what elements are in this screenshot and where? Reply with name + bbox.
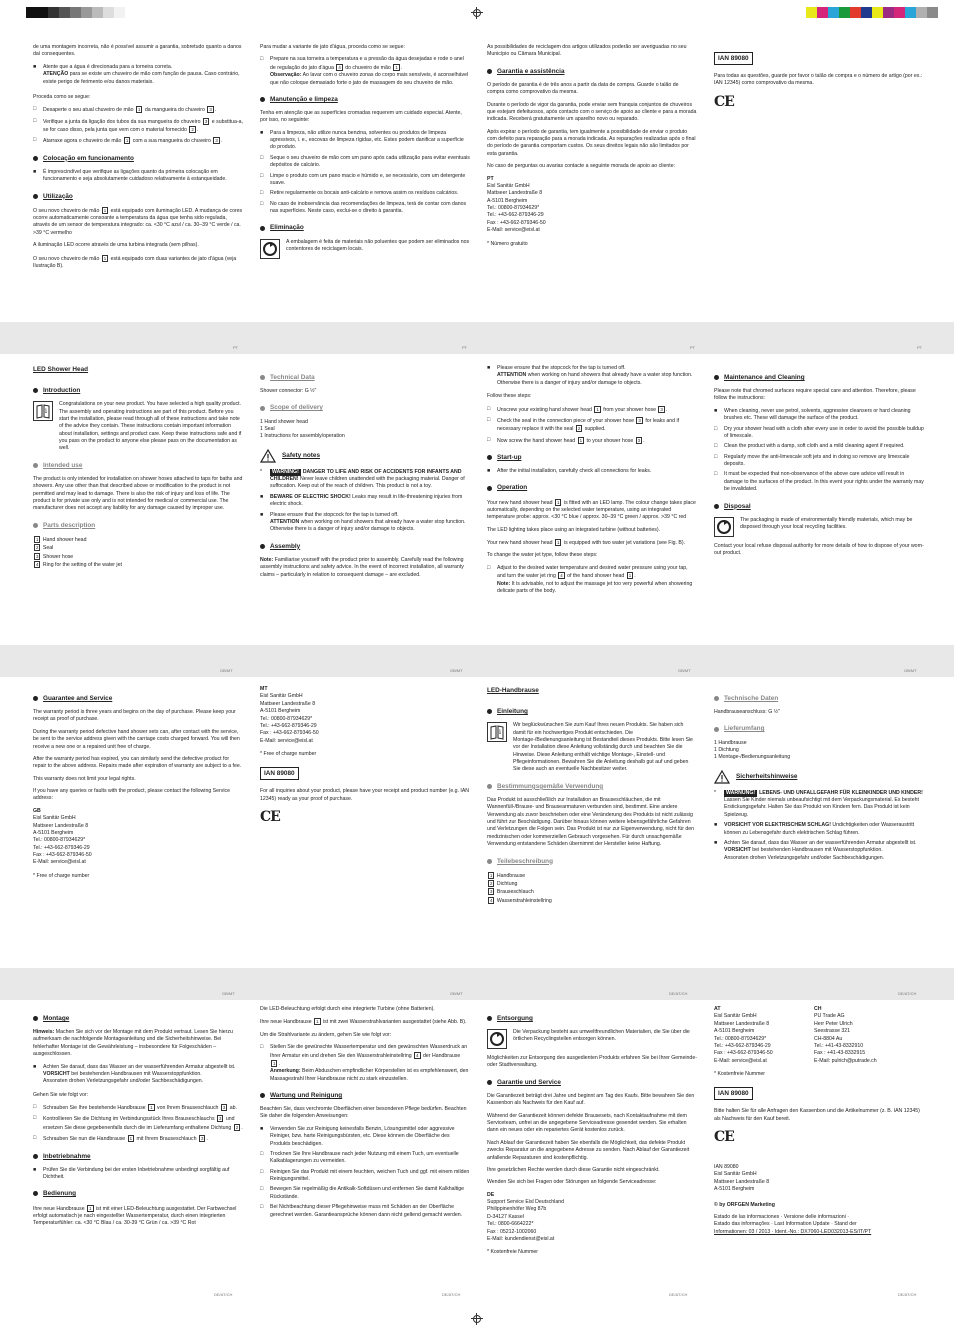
section-heading: Manutenção e limpeza bbox=[260, 95, 470, 104]
step-item: □ Check the seal in the connection piece of your shower hose 3 for leaks and if necessary replace it with the seal 2 supplied. bbox=[487, 416, 680, 433]
part-number-box: 3 bbox=[219, 1116, 222, 1122]
page-footer-code: DE/AT/CH bbox=[898, 991, 917, 997]
paragraph: Nach Ablauf der Garantiezeit haben Sie ebenfalls die Möglichkeit, das defekte Produkt zwecks Reparatur an die angegebene Adresse zu senden. Nach Ablauf der Garantiezeit anfallende Reparaturen sind kostenpflichtig. bbox=[487, 1139, 690, 1161]
registration-color-block bbox=[806, 7, 817, 18]
pt-panel-2 bbox=[260, 44, 470, 265]
step-item: □ Schrauben Sie nun die Handbrause 1 mit Ihrem Brauseschlauch 3 . bbox=[33, 1135, 208, 1143]
paragraph: During the warranty period defective hand shower sets can, after contact with the service, be sent to the service address given with the carriage costs charged forward. You will then receive a new one or a repaired unit free of charge. bbox=[33, 728, 240, 750]
warning-item: ■ VORSICHT VOR ELEKTRISCHEM SCHLAG! Undichtigkeiten oder Wasseraustritt können zu Lebensgefahr durch elektrischen Schlag führen. bbox=[714, 822, 915, 836]
section-heading: Operation bbox=[487, 483, 697, 492]
part-number-box: 1 bbox=[557, 499, 560, 505]
part-number-box: 1 bbox=[125, 138, 129, 144]
parts-list bbox=[487, 872, 697, 906]
recycling-note bbox=[487, 1029, 697, 1049]
step-item: □ Prepare na sua torneira a temperatura e a pressão da água desejadas e rode o anel de regulação do jato d'água 4 do chuveiro de mão 1 . Observação: Ao lavar com o chuveiro zonas do corpo mais sensíveis, é aconselhável que não coloque demasiado forte o jato de massagem do seu chuveiro de mão. bbox=[260, 56, 469, 86]
paragraph: Durante o período de vigor da garantia, pode enviar sem franquia conjuntos de chuveiros que estejam defeituosos, após contacto com o serviço de apoio ao cliente e para a morada indicada. Receberá gratuitamente um aparelho novo ou reparado. bbox=[487, 101, 697, 123]
paragraph: O seu novo chuveiro de mão 1 está equipado com duas variantes de jato d'água (veja Ilustração B). bbox=[33, 255, 237, 269]
page-footer-code: GB/MT bbox=[450, 991, 463, 997]
list-item: 1 Instructions for assembly/operation bbox=[260, 433, 345, 440]
list-item: 1 Hand shower head bbox=[36, 536, 87, 543]
fold-band bbox=[0, 645, 954, 677]
scope-list bbox=[260, 419, 470, 441]
footnote: * Free of charge number bbox=[33, 872, 90, 879]
paragraph: A embalagem é feita de materiais não poluentes que podem ser eliminados nos contentores de reciclagem locais. bbox=[286, 238, 470, 252]
step-item: □ Stellen Sie die gewünschte Wassertemperatur und den gewünschten Wasserdruck an Ihrer Armatur ein und drehen Sie den Wasserstrahleinstellring 4 der Handbrause 1 . Anmerkung: Beim Abduschen empfindlicher Körperstellen ist es empfehlenswert, den Massagestrahl Ihrer Handbrause nicht zu stark einzustellen. bbox=[260, 1044, 469, 1082]
part-number-box: 3 bbox=[215, 138, 218, 144]
paragraph: Please note that chromed surfaces require special care and attention. Therefore, please follow the instructions: bbox=[714, 388, 916, 402]
bullet-item: ■ Atente que a água é direcionada para a torneira correta. ATENÇÃO para se existe um chuveiro de mão com função de pausa. Caso contrário, existe perigo de ferimento e/ou danos materiais. bbox=[33, 63, 240, 85]
paragraph: Congratulations on your new product. You have selected a high quality product. The assembly and operating instructions are part of this product. Before you start the installation, please read through all of these instructions and take note of the advice they contain. These instructions contain important information about installation, settings and product care. Keep these instructions safe and if you pass on the product to anyone else please pass on the documentation as well. bbox=[59, 401, 242, 452]
recycling-icon bbox=[260, 239, 280, 259]
recycling-icon bbox=[487, 1029, 507, 1049]
list-item: 1 Montage-/Bedienungsanleitung bbox=[714, 754, 791, 761]
part-number-box: 2 bbox=[235, 1124, 239, 1130]
step-text: Atarraxe agora o chuveiro de mão 1 com a sua mangueira do chuveiro 3 . bbox=[43, 138, 223, 145]
paragraph: Bitte halten Sie für alle Anfragen den Kassenbon und die Artikelnummer (z. B. IAN 12345) als Nachweis für den Kauf bereit. bbox=[714, 1108, 920, 1122]
page-footer-code: DE/AT/CH bbox=[442, 1292, 461, 1297]
part-number-box: 3 bbox=[209, 107, 212, 113]
gb-panel-4 bbox=[714, 365, 924, 562]
paragraph: Gehen Sie wie folgt vor: bbox=[33, 1091, 89, 1098]
registration-color-blocks bbox=[806, 7, 938, 18]
step-text: Desaperte o seu atual chuveiro de mão 1 da mangueira do chuveiro 3 . bbox=[43, 107, 217, 114]
bullet-text: Retire regularmente os bocais anti-calcário e remova assim os resíduos calcários. bbox=[270, 190, 459, 197]
part-number-box: 1 bbox=[150, 1105, 153, 1111]
step-text: Ao lavar com o chuveiro zonas do corpo mais sensíveis, é aconselhável que não coloque demasiado forte o jato de massagem do seu chuveiro de mão. bbox=[270, 72, 469, 86]
crosshair-icon bbox=[471, 7, 483, 19]
step-item: □ Desaperte o seu atual chuveiro de mão 1 da mangueira do chuveiro 3 . bbox=[33, 106, 217, 114]
list-item: 4 Ring for the setting of the water jet bbox=[36, 562, 122, 568]
bullet-item: □ Limpe o produto com um pano macio e húmido e, se necessário, com um detergente suave. bbox=[260, 173, 470, 188]
section-heading: Entsorgung bbox=[487, 1014, 697, 1023]
bullet-item: ■ After the initial installation, carefully check all connections for leaks. bbox=[487, 468, 652, 475]
part-number-box: 1 bbox=[316, 1019, 319, 1025]
introduction-block bbox=[33, 401, 243, 453]
footnote: * Free of charge number bbox=[260, 751, 317, 757]
recycling-icon bbox=[714, 517, 734, 537]
section-heading: Start-up bbox=[487, 453, 697, 462]
bullet-item: ■ Please ensure that the stopcock for the tap is turned off. ATTENTION when working on hand showers that already have a water stop function. Otherwise there is a danger of injury and/or damage to objects. bbox=[260, 511, 466, 533]
section-heading: Bedienung bbox=[33, 1189, 243, 1198]
de-panel-1 bbox=[487, 686, 697, 905]
pt-panel-4 bbox=[714, 48, 924, 119]
part-number-box: 1 bbox=[557, 540, 560, 546]
svg-text:i: i bbox=[499, 729, 501, 737]
step-item: □ Adjust to the desired water temperature and desired water pressure using your tap, and turn the water jet ring 4 of the hand shower head 1 . Note: It is advisable, not to adjust the massage jet too very powerful when showering delicate parts of the body. bbox=[487, 564, 693, 594]
paragraph: Tenha em atenção que as superfícies cromadas requerem um cuidado especial. Atente, por isso, no seguinte: bbox=[260, 109, 462, 124]
step-text: Verifique a junta da ligação dos tubos da sua mangueira do chuveiro 3 e substitua-a, se for caso disso, pela junta que vem com o material fornecido 2 . bbox=[43, 118, 243, 133]
paragraph: Beachten Sie, dass verchromte Oberflächen einer besonderen Pflege bedürfen. Beachten Sie daher die folgenden Anweisungen: bbox=[260, 1106, 467, 1120]
list-item: 1 Handbrause bbox=[714, 739, 747, 746]
bullet-text: Atente que a água é direcionada para a torneira correta. bbox=[43, 63, 173, 70]
bullet-item: □ Reinigen Sie das Produkt mit einem feuchten, weichen Tuch und ggf. mit einem milden Reinigungsmittel. bbox=[260, 1168, 470, 1183]
step-item: □ Unscrew your existing hand shower head 1 from your shower hose 3 . bbox=[487, 405, 668, 413]
service-address-ch: CH PU Trade AG Herr Peter Ulrich Seestrasse 321 CH-8804 Au Tel.: +41-43-8332910 Fax : +41-43-8332915 E-Mail: pulrich@putrade.ch bbox=[814, 1006, 877, 1064]
de-panel-3 bbox=[33, 1006, 243, 1233]
warning-item: ■ BEWARE OF ELECTRIC SHOCK! Leaks may result in life-threatening injuries from electric shock. bbox=[260, 493, 463, 508]
paragraph: Das Produkt ist ausschließlich zur Installation an Brauseschläuchen, die mit Wannenfüll-/Brause- und Brausearmaturen verbunden sind, bestimmt. Eine andere Verwendung als zuvor beschrieben oder eine Veränderung des Produkts ist nicht zulässig und führt zur Beschädigung. Darüber hinaus können weitere lebensgefährliche Gefahren und Verletzungen die Folgen sein. Das Produkt ist nur zur Eigenverwendung, nicht für den medizinischen oder kommerziellen Gebrauch vorgesehen. Für durch unsachgemäße Verwendung entstandene Schäden übernimmt der Hersteller keine Haftung. bbox=[487, 796, 695, 848]
section-heading: Scope of delivery bbox=[260, 403, 470, 412]
bullet-item: ■ É imprescindível que verifique as ligações quanto da primeira colocação em funcionamento e seja absolutamente cuidadoso relativamente à estanqueidade. bbox=[33, 169, 243, 184]
part-number-box: 1 bbox=[138, 107, 141, 113]
bullet-item: □ Bei Nichtbeachtung dieser Pflegehinweise muss mit Schäden an der Oberfläche gerechnet werden. Garantieansprüche können dann nicht geltend gemacht werden. bbox=[260, 1204, 463, 1218]
paragraph: Hinweis: Machen Sie sich vor der Montage mit dem Produkt vertraut. Lesen Sie hierzu aufmerksam die nachfolgende Montageanleitung und die Sicherheitshinweise. Bei fehlerhafter Montage ist die Gewährleistung – insbesondere für Folgeschäden – ausgeschlossen. bbox=[33, 1029, 233, 1058]
section-heading: Wartung und Reinigung bbox=[260, 1091, 470, 1100]
paragraph: After the warranty period has expired, you can similarly send the defective product for repair to the above address. Repairs made after expiration of warranty are subject to a fee. bbox=[33, 755, 242, 770]
bullet-text: No caso de inobservância das recomendações de limpeza, terá de contar com danos nas superfícies. Neste caso, exclui-se o direito à garantia. bbox=[270, 200, 467, 215]
section-heading: Sicherheitshinweise bbox=[714, 770, 924, 784]
document-title: LED Shower Head bbox=[33, 366, 89, 373]
registration-grayscale-blocks bbox=[26, 7, 125, 18]
paragraph: Shower connector: G ½" bbox=[260, 388, 317, 395]
ian-box: IAN 89080 bbox=[260, 767, 299, 780]
paragraph: Após expirar o período de garantia, tem igualmente a possibilidade de enviar o produto com defeito para reparação para a morada indicada. As reparações realizadas após o final do período de garantia comportam custos. Os seus direitos legais não são limitados por esta garantia. bbox=[487, 128, 696, 157]
svg-text:i: i bbox=[45, 408, 47, 416]
section-heading: Guarantee and Service bbox=[33, 694, 243, 703]
de-panel-5 bbox=[487, 1006, 697, 1262]
copyright-line: © by ORFGEN Marketing bbox=[714, 1201, 775, 1208]
paragraph: O seu novo chuveiro de mão 1 está equipado com iluminação LED. A mudança de cores ocorre automaticamente consoante a temperatura da água que tenha sido regulada, através de um sensor de temperatura integrado: ca. <30 °C azul / ca. 30–39 °C verde / ca. >39 °C vermelho bbox=[33, 207, 243, 236]
part-number-box: 3 bbox=[200, 1136, 204, 1142]
warning-triangle-icon bbox=[260, 449, 276, 463]
bullet-text: Seque o seu chuveiro de mão com um pano após cada utilização para evitar eventuais depósitos de calcário. bbox=[270, 154, 470, 169]
page-footer-code: GB/MT bbox=[222, 991, 235, 997]
bullet-text: É imprescindível que verifique as ligações quanto da primeira colocação em funcionamento e seja absolutamente cuidadoso relativamente à estanqueidade. bbox=[43, 168, 227, 183]
footnote: * Kostenfreie Nummer bbox=[487, 1249, 539, 1256]
step-text: Prepare na sua torneira a temperatura e a pressão da água desejadas e rode o anel de regulação do jato d'água 4 do chuveiro de mão 1 . bbox=[270, 56, 464, 71]
part-number-box: 3 bbox=[637, 437, 641, 443]
section-heading: Technische Daten bbox=[714, 694, 924, 703]
gb-panel-1 bbox=[33, 365, 243, 569]
page-footer-code: PT bbox=[690, 345, 696, 351]
bullet-item: ■ Achten Sie darauf, dass das Wasser an der wasserführenden Armatur abgestellt ist. VORSICHT bei bestehenden Handbrausen mit Wasserstoppfunktion. Ansonsten drohen Verletzungsgefahr und/oder Sachbeschädigungen. bbox=[714, 839, 917, 861]
service-addresses bbox=[714, 1006, 924, 1065]
registration-color-block bbox=[905, 7, 916, 18]
paragraph: Contact your local refuse disposal authority for more details of how to dispose of your worn-out product. bbox=[714, 542, 924, 557]
emphasis: ATENÇÃO bbox=[43, 71, 69, 78]
ce-mark-icon: CE bbox=[714, 93, 734, 110]
section-heading: Technical Data bbox=[260, 373, 470, 382]
list-item: 1 Dichtung bbox=[714, 746, 739, 753]
page-footer-code: DE/AT/CH bbox=[214, 1292, 233, 1297]
paragraph: O período de garantia é de três anos a partir da data de compra. Guarde o talão de compra como comprovativo da mesma. bbox=[487, 81, 679, 96]
list-item: 3 Shower hose bbox=[36, 553, 74, 560]
part-number-box: 1 bbox=[596, 406, 599, 412]
step-item: □ Atarraxe agora o chuveiro de mão 1 com a sua mangueira do chuveiro 3 . bbox=[33, 137, 223, 145]
page-footer-code: DE/AT/CH bbox=[669, 991, 688, 997]
page-footer-code: DE/AT/CH bbox=[898, 1292, 917, 1297]
de-panel-4 bbox=[260, 1006, 470, 1222]
part-number-box: 1 bbox=[89, 1205, 92, 1211]
pt-panel-1 bbox=[33, 44, 243, 275]
page-footer-code: GB/MT bbox=[450, 668, 463, 674]
service-address: GB Eisl Sanitär GmbH Mattseer Landestraße 8 A-5101 Bergheim Tel.: 00800-87934629* Tel.: +43-662-879346-29 Fax : +43-662-879346-50 E-Mail: service@eisl.at bbox=[33, 807, 92, 866]
bullet-item: □ Seque o seu chuveiro de mão com um pano após cada utilização para evitar eventuais depósitos de calcário. bbox=[260, 154, 470, 169]
information-status: Estado de las informaciones · Versione delle informazioni · Estado das informações · Last Information Update · Stand der Informationen: 03 / 2013 · Ident.-No.: DX7060-LED032013-ES/IT/PT bbox=[714, 1213, 872, 1235]
section-heading: Assembly bbox=[260, 542, 470, 551]
bottom-footer bbox=[0, 1292, 954, 1302]
page-footer-code: GB/MT bbox=[904, 668, 917, 674]
paragraph: Follow these steps: bbox=[487, 393, 532, 400]
part-number-box: 1 bbox=[628, 573, 632, 579]
section-heading: Lieferumfang bbox=[714, 724, 924, 733]
ce-mark-icon: CE bbox=[260, 809, 280, 826]
de-panel-2 bbox=[714, 686, 924, 865]
gb-panel-5 bbox=[33, 686, 243, 885]
bullet-item: □ Trocknen Sie Ihre Handbrause nach jeder Nutzung mit einem Tuch, um eventuelle Kalkablagerungen zu vermeiden. bbox=[260, 1150, 459, 1165]
pt-panel-3 bbox=[487, 44, 697, 253]
ian-box: IAN 89080 bbox=[714, 1087, 753, 1100]
part-number-box: 4 bbox=[338, 64, 341, 70]
list-item: 2 Seal bbox=[36, 545, 54, 552]
section-heading: Teilebeschreibung bbox=[487, 857, 697, 866]
paragraph: Wenden Sie sich bei Fragen oder Störungen an folgende Serviceadresse: bbox=[487, 1179, 657, 1186]
crosshair-icon bbox=[471, 1313, 483, 1325]
document-title: LED-Handbrause bbox=[487, 687, 539, 694]
page-footer-code: PT bbox=[233, 345, 239, 351]
service-address: MT Eisl Sanitär GmbH Mattseer Landestraße 8 A-5101 Bergheim Tel.: 00800-87934629* Tel.: +43-662-879346-29 Fax : +43-662-879346-50 E-Mail: service@eisl.at bbox=[260, 686, 319, 744]
paragraph: Handbrauseanschluss: G ½" bbox=[714, 709, 780, 716]
bullet-item: ■ Para a limpeza, não utilize nunca benzina, solventes ou produtos de limpeza agressivos, i. e., escovas de limpeza rígidas, etc. Estes podem danificar a superfície do produto. bbox=[260, 130, 470, 152]
recycling-note bbox=[260, 239, 470, 259]
list-item: 1 Hand shower head bbox=[260, 418, 308, 425]
bullet-item: □ Dry your shower head with a cloth after every use in order to avoid the possible buildup of limescale. bbox=[714, 425, 924, 439]
footnote: * Kostenfreie Nummer bbox=[714, 1071, 766, 1077]
list-item: 4 Wasserstrahleinstellring bbox=[490, 897, 552, 904]
warning-item: * WARNUNG! LEBENS- UND UNFALLGEFAHR FÜR KLEINKINDER UND KINDER! Lassen Sie Kinder niemals unbeaufsichtigt mit dem Verpackungsmaterial. Es besteht Erstickungsgefahr. Halten Sie das Produkt von Kindern fern. Das Produkt ist kein Spielzeug. bbox=[714, 789, 923, 818]
list-item: 3 Brauseschlauch bbox=[490, 889, 534, 896]
paragraph: Die Garantiezeit beträgt drei Jahre und beginnt am Tag des Kaufs. Bitte bewahren Sie den Kassenbon als Nachweis für den Kauf auf. bbox=[487, 1092, 695, 1107]
introduction-block bbox=[487, 722, 697, 774]
registration-color-block bbox=[817, 7, 828, 18]
bullet-item: ■ Prüfen Sie die Verbindung bei der ersten Inbetriebnahme unbedingt sorgfältig auf Dichtheit. bbox=[33, 1166, 230, 1181]
ian-box: IAN 89080 bbox=[714, 52, 753, 65]
part-number-box: 2 bbox=[191, 127, 194, 132]
section-heading: Colocação em funcionamento bbox=[33, 154, 243, 163]
bullet-item: □ Retire regularmente os bocais anti-calcário e remova assim os resíduos calcários. bbox=[260, 190, 459, 197]
part-number-box: 1 bbox=[579, 437, 583, 443]
paragraph: Um die Strahlvariante zu ändern, gehen Sie wie folgt vor: bbox=[260, 1031, 392, 1038]
part-number-box: 3 bbox=[204, 118, 208, 124]
warning-label: WARNUNG! bbox=[726, 789, 756, 796]
section-heading: Garantia e assistência bbox=[487, 67, 697, 76]
paragraph: This warranty does not limit your legal rights. bbox=[33, 775, 136, 782]
list-item: 2 Dichtung bbox=[490, 881, 518, 887]
paragraph: As possibilidades de reciclagem dos artigos utilizados poderão ser averiguadas no seu Município ou Câmara Municipal. bbox=[487, 44, 687, 58]
list-item: 1 Seal bbox=[260, 425, 275, 432]
service-address-at: AT Eisl Sanitär GmbH Mattseer Landestraße 8 A-5101 Bergheim Tel.: 00800-87934629* Tel.: +43-662-879346-29 Fax : +43-662-879346-50 E-Mail: service@eisl.at bbox=[714, 1006, 773, 1064]
info-book-icon bbox=[487, 722, 507, 742]
paragraph: Die LED-Beleuchtung erfolgt durch eine integrierte Turbine (ohne Batterien). bbox=[260, 1006, 435, 1012]
paragraph: Your new hand shower head 1 is fitted with an LED lamp. The colour change takes place automatically, depending on the selected water temperature, using an integrated temperature probe: approx. <30 °C blue / approx. 30–39 °C green / approx. >39 °C red bbox=[487, 499, 696, 521]
paragraph: de uma montagem incorreta, não é possível assumir a garantia, sobretudo quanto a danos daí consequentes. bbox=[33, 44, 242, 58]
paragraph: Möglichkeiten zur Entsorgung des ausgedienten Produkts erfahren Sie bei Ihrer Gemeinde- oder Stadtverwaltung. bbox=[487, 1055, 697, 1069]
paragraph: No caso de perguntas ou avarias contacte a seguinte morada de apoio ao cliente: bbox=[487, 163, 676, 170]
registration-color-block bbox=[872, 7, 883, 18]
list-item: 1 Handbrause bbox=[490, 872, 526, 879]
imprint: IAN 89080 Eisl Sanitär GmbH Mattseer Landestraße 8 A-5101 Bergheim bbox=[714, 1164, 770, 1193]
registration-color-block bbox=[894, 7, 905, 18]
section-heading: Einleitung bbox=[487, 707, 697, 716]
paragraph: Your new hand shower head 1 is equipped with two water jet variations (see Fig. B). bbox=[487, 540, 686, 547]
paragraph: Ihre neue Handbrause 1 ist mit einer LED-Beleuchtung ausgestattet. Der Farbwechsel erfolgt automatisch je nach eingestellter Wassertemperatur, durch einen integrierten Temperaturfühler: ca. <30 °C Blau / ca. 30-39 °C Grün / ca. >39 °C Rot bbox=[33, 1205, 237, 1227]
paragraph: Para mudar a variante de jato d'água, proceda como se segue: bbox=[260, 44, 405, 50]
recycling-note bbox=[714, 517, 924, 537]
registration-color-block bbox=[927, 7, 938, 18]
bullet-item: □ No caso de inobservância das recomendações de limpeza, terá de contar com danos nas superfícies. Neste caso, exclui-se o direito à garantia. bbox=[260, 201, 470, 216]
part-number-box: 4 bbox=[416, 1052, 419, 1058]
part-number-box: 3 bbox=[638, 417, 641, 423]
step-item: □ Verifique a junta da ligação dos tubos da sua mangueira do chuveiro 3 e substitua-a, se for caso disso, pela junta que vem com o material fornecido 2 . bbox=[33, 117, 243, 133]
service-address: PT Eisl Sanitär GmbH Mattseer Landestraße 8 A-5101 Bergheim Tel.: 00800-87934629* Tel.: +43-662-879346-29 Fax : +43-662-879346-50 E-Mail: service@eisl.at bbox=[487, 175, 546, 234]
part-number-box: 4 bbox=[560, 573, 563, 579]
page-footer-code: DE/AT/CH bbox=[669, 1292, 688, 1297]
section-heading: Safety notes bbox=[260, 449, 470, 463]
paragraph: Para todas as questões, guarde por favor o talão de compra e o número de artigo (por ex.: IAN 12345) como comprovativo da mesma. bbox=[714, 73, 923, 87]
paragraph: The warranty period is three years and begins on the day of purchase. Please keep your receipt as proof of purchase. bbox=[33, 709, 236, 723]
bullet-item: ■ Achten Sie darauf, dass das Wasser an der wasserführenden Armatur abgestellt ist. VORSICHT bei bestehenden Handbrausen mit Wasserstoppfunktion. Ansonsten drohen Verletzungsgefahr und/oder Sachbeschädigungen. bbox=[33, 1063, 236, 1085]
fold-band bbox=[0, 968, 954, 1000]
section-heading: Intended use bbox=[33, 461, 243, 470]
bullet-text: para se existe um chuveiro de mão com função de pausa. Caso contrário, existe perigo de ferimento e/ou danos materiais. bbox=[43, 71, 240, 85]
gb-panel-6 bbox=[260, 686, 470, 834]
part-number-box: 1 bbox=[395, 64, 398, 70]
parts-list bbox=[33, 536, 243, 570]
bullet-item: ■ Verwenden Sie zur Reinigung keinesfalls Benzin, Lösungsmittel oder aggressive Reiniger, bzw. harte Reinigungsbürsten, etc. Diese können die Oberfläche des Produkts beschädigen. bbox=[260, 1125, 455, 1147]
warning-item: * WARNING! DANGER TO LIFE AND RISK OF ACCIDENTS FOR INFANTS AND CHILDREN! Never leave children unattended with the packaging material. Danger of suffocation. Keep out of the reach of children. This product is not a toy. bbox=[260, 468, 465, 490]
paragraph: Während der Garantiezeit können defekte Brausesets, nach Kontaktaufnahme mit dem Serviceteam, unfrei an die angegebene Serviceadresse gesendet werden. Sie erhalten dann ein neues oder ein repariertes Gerät kostenlos zurück. bbox=[487, 1112, 687, 1134]
step-item: □ Schrauben Sie Ihre bestehende Handbrause 1 von Ihrem Brauseschlauch 3 ab. bbox=[33, 1104, 237, 1112]
warning-label: WARNING! bbox=[272, 468, 299, 475]
section-heading: Garantie und Service bbox=[487, 1078, 697, 1087]
de-panel-6 bbox=[714, 1006, 924, 1236]
paragraph: Wir beglückwünschen Sie zum Kauf Ihres neuen Produkts. Sie haben sich damit für ein hochwertiges Produkt entschieden. Die Montage-/Bedienungsanleitung ist Bestandteil dieses Produkts. Bitte lesen Sie vor der Installation diese Anleitung vollständig durch und beachten Sie die Hinweise. Diese Anleitung enthält wichtige Montage-, Einstell- und Pflegeinformationen. Bewahren Sie die Anleitung deshalb gut auf und geben Sie diese auch an eventuelle Nachbesitzer weiter. bbox=[513, 722, 693, 773]
page-footer-code: PT bbox=[462, 345, 468, 351]
section-heading: Utilização bbox=[33, 192, 243, 201]
section-heading: Inbetriebnahme bbox=[33, 1152, 243, 1161]
paragraph: A iluminação LED ocorre através de uma turbina integrada (sem pilhas). bbox=[33, 242, 199, 249]
emphasis: Observação: bbox=[270, 72, 302, 79]
section-heading: Bestimmungsgemäße Verwendung bbox=[487, 782, 697, 791]
gb-panel-3 bbox=[487, 365, 697, 598]
bullet-item: □ Clean the product with a damp, soft cloth and a mild cleaning agent if required. bbox=[714, 443, 905, 450]
section-heading: Maintenance and Cleaning bbox=[714, 373, 924, 382]
section-heading: Montage bbox=[33, 1014, 243, 1023]
paragraph: Ihre neue Handbrause 1 ist mit zwei Wasserstrahlvarianten ausgestattet (siehe Abb. B). bbox=[260, 1019, 467, 1026]
page-footer-code: PT bbox=[917, 345, 923, 351]
bullet-item: ■ When cleaning, never use petrol, solvents, aggressive cleansers or hard cleaning brushes etc. These will damage the surface of the product. bbox=[714, 407, 911, 422]
section-heading: Parts description bbox=[33, 521, 243, 530]
part-number-box: 1 bbox=[273, 1060, 276, 1066]
paragraph: To change the water jet type, follow these steps: bbox=[487, 552, 598, 559]
step-item: □ Kontrollieren Sie die Dichtung im Verbindungsstück Ihres Brauseschlauchs 3 und ersetzen Sie diese gegebenenfalls durch die im Lieferumfang enthaltene Dichtung 2 . bbox=[33, 1115, 243, 1131]
paragraph: Ihre gesetzlichen Rechte werden durch diese Garantie nicht eingeschränkt. bbox=[487, 1166, 660, 1173]
paragraph: For all inquiries about your product, please have your receipt and product number (e.g. IAN 12345) ready as your proof of purchase. bbox=[260, 788, 470, 802]
warning-triangle-icon bbox=[714, 770, 730, 784]
part-number-box: 3 bbox=[222, 1105, 226, 1111]
paragraph: The LED lighting takes place using an integrated turbine (without batteries). bbox=[487, 526, 661, 533]
part-number-box: 2 bbox=[577, 426, 581, 432]
section-heading: Introduction bbox=[33, 386, 243, 395]
part-number-box: 1 bbox=[129, 1136, 133, 1142]
page-footer-code: GB/MT bbox=[220, 668, 233, 674]
info-book-icon bbox=[33, 401, 53, 421]
registration-color-block bbox=[883, 7, 894, 18]
scope-list bbox=[714, 740, 924, 762]
bullet-item: □ It must be expected that non-observance of the above care advice will result in damage to the surfaces of the product. In this event your rights under the warranty may be invalidated. bbox=[714, 471, 924, 493]
registration-color-block bbox=[850, 7, 861, 18]
paragraph: Die Verpackung besteht aus umweltfreundlichen Materialien, die Sie über die örtlichen Recyclingstellen entsorgen können. bbox=[513, 1029, 690, 1043]
bullet-text: Para a limpeza, não utilize nunca benzina, solventes ou produtos de limpeza agressivos, i. e., escovas de limpeza rígidas, etc. Estes podem danificar a superfície do produto. bbox=[270, 129, 464, 151]
registration-color-block bbox=[828, 7, 839, 18]
part-number-box: 3 bbox=[660, 406, 663, 412]
section-heading: Eliminação bbox=[260, 223, 470, 232]
bullet-item: □ Bewegen Sie regelmäßig die Antikalk-Softdüsen und entfernen Sie damit Kalkhaltige Rückstände. bbox=[260, 1186, 465, 1200]
section-heading: Disposal bbox=[714, 502, 924, 511]
footnote: * Número gratuito bbox=[487, 240, 528, 247]
paragraph: Note: Familiarise yourself with the product prior to assembly. Carefully read the following assembly instructions and safety advice. In the event of incorrect installation, all warranty claims – particularly in relation to consequent damage – are excluded. bbox=[260, 556, 464, 578]
paragraph: The packaging is made of environmentally friendly materials, which may be disposed through your local recycling facilities. bbox=[740, 516, 913, 531]
fold-band bbox=[0, 322, 954, 354]
service-address: DE Support Service Eisl Deutschland Philippinenhöfer Weg 87b D-34127 Kassel Tel.: 0800-6664222* Fax : 05212-1002060 E-Mail: kundendienst@eisl.at bbox=[487, 1191, 564, 1242]
paragraph: If you have any queries or faults with the product, please contact the following Service address: bbox=[33, 788, 230, 802]
part-number-box: 1 bbox=[103, 255, 107, 261]
registration-color-block bbox=[839, 7, 850, 18]
paragraph: The product is only intended for installation on shower hoses attached to taps for baths and showers. Any use other than that described above or modification to the product is not permitted and may lead to damage. There is also the risk of injury and loss of life. The product is for private use only and is not intended for medical or commercial use. The manufacturer does not accept any liability for any damage caused by improper use. bbox=[33, 475, 243, 512]
bullet-item: ■ Please ensure that the stopcock for the tap is turned off. ATTENTION when working on hand showers that already have a water stop function. Otherwise there is a danger of injury and/or damage to objects. bbox=[487, 365, 693, 386]
paragraph: Proceda como se segue: bbox=[33, 93, 91, 100]
bullet-item: □ Regularly move the anti-limescale soft jets and in doing so remove any limescale deposits. bbox=[714, 453, 910, 468]
step-item: □ Now screw the hand shower head 1 to your shower hose 3 . bbox=[487, 436, 645, 444]
page-footer-code: GB/MT bbox=[678, 668, 691, 674]
bullet-text: Limpe o produto com um pano macio e húmido e, se necessário, com um detergente suave. bbox=[270, 172, 466, 186]
part-number-box: 1 bbox=[103, 207, 107, 213]
ce-mark-icon: CE bbox=[714, 1129, 734, 1146]
registration-color-block bbox=[916, 7, 927, 18]
gb-panel-2 bbox=[260, 365, 470, 584]
registration-color-block bbox=[861, 7, 872, 18]
